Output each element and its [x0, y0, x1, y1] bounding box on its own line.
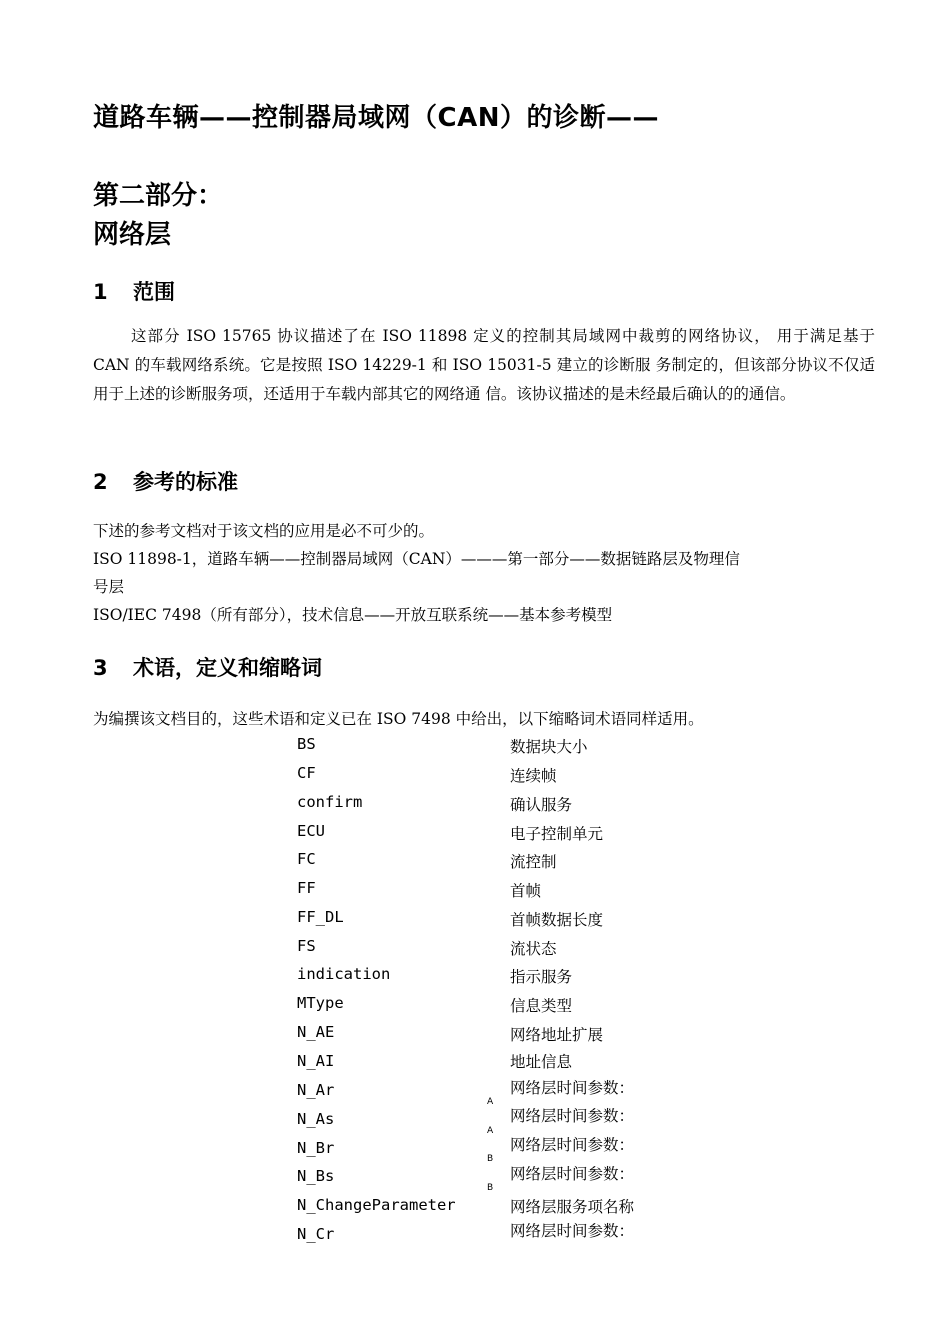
terms-intro: 为编撰该文档目的，这些术语和定义已在 ISO 7498 中给出，以下缩略词术语同样适用。 [93, 710, 704, 728]
abbreviation-definition: 网络地址扩展 [510, 1026, 604, 1044]
abbreviation-definition: 流控制 [510, 853, 557, 871]
section-heading-references [93, 466, 238, 496]
section-title: 范围 [133, 280, 175, 304]
scope-paragraph: 这部分 ISO 15765 协议描述了在 ISO 11898 定义的控制其局域网中裁剪的网络协议， 用于满足基于 CAN 的车载网络系统。它是按照 ISO 14229-1 和 ISO 15031-5 建立的诊断服 务制定的，但该部分协议不仅适用于上述的诊断服务项，还适用于车载内部其它的网络通 信。该协议描述的是未经最后确认的的通信。 [93, 327, 875, 403]
clipped-glyph: B [487, 1183, 494, 1193]
section-number: 1 [93, 280, 108, 304]
abbreviation-definition: 信息类型 [510, 997, 573, 1015]
abbreviation-definition: 连续帧 [510, 767, 557, 785]
abbreviation-term: N_Bs [297, 1167, 335, 1185]
abbreviation-definition: 网络层时间参数： [510, 1079, 635, 1097]
abbreviation-definition: 网络层服务项名称 [510, 1198, 635, 1216]
abbreviation-term: FF_DL [297, 908, 344, 926]
abbreviation-term: N_AI [297, 1052, 335, 1070]
abbreviation-term: N_Ar [297, 1081, 335, 1099]
abbreviation-term: indication [297, 965, 391, 983]
reference-item-continued: 号层 [93, 578, 125, 596]
section-heading-scope [93, 276, 175, 306]
abbreviation-term: MType [297, 994, 344, 1012]
abbreviation-term: BS [297, 735, 316, 753]
abbreviation-term: N_As [297, 1110, 335, 1128]
abbreviation-definition: 地址信息 [510, 1053, 573, 1071]
section-title: 参考的标准 [133, 470, 238, 494]
abbreviation-definition: 确认服务 [510, 796, 573, 814]
reference-item: ISO 11898-1，道路车辆——控制器局域网（CAN）———第一部分——数据链路层及物理信 [93, 550, 740, 568]
abbreviation-definition: 指示服务 [510, 968, 573, 986]
abbreviation-term: N_ChangeParameter [297, 1196, 456, 1214]
abbreviation-definition: 网络层时间参数： [510, 1222, 635, 1240]
abbreviation-term: FS [297, 937, 316, 955]
abbreviation-definition: 首帧数据长度 [510, 911, 604, 929]
clipped-glyph: A [487, 1097, 494, 1107]
abbreviation-term: N_Cr [297, 1225, 335, 1243]
abbreviation-term: FC [297, 850, 316, 868]
reference-item: ISO/IEC 7498（所有部分），技术信息——开放互联系统——基本参考模型 [93, 606, 613, 624]
abbreviation-term: FF [297, 879, 316, 897]
abbreviation-definition: 网络层时间参数： [510, 1107, 635, 1125]
section-number: 3 [93, 656, 108, 680]
abbreviation-term: ECU [297, 822, 325, 840]
clipped-glyph: B [487, 1154, 494, 1164]
abbreviation-definition: 网络层时间参数： [510, 1165, 635, 1183]
part-subheading: 网络层 [93, 220, 172, 250]
abbreviation-definition: 流状态 [510, 940, 557, 958]
abbreviation-term: N_AE [297, 1023, 335, 1041]
references-intro: 下述的参考文档对于该文档的应用是必不可少的。 [93, 522, 435, 540]
document-title: 道路车辆——控制器局域网（CAN）的诊断—— [93, 103, 659, 133]
abbreviation-term: confirm [297, 793, 363, 811]
part-heading: 第二部分： [93, 181, 224, 211]
abbreviation-definition: 首帧 [510, 882, 542, 900]
abbreviation-definition: 电子控制单元 [510, 825, 604, 843]
abbreviation-definition: 数据块大小 [510, 738, 588, 756]
abbreviation-term: N_Br [297, 1139, 335, 1157]
section-title: 术语，定义和缩略词 [133, 656, 322, 680]
section-heading-terms [93, 652, 322, 682]
clipped-glyph: A [487, 1126, 494, 1136]
section-number: 2 [93, 470, 108, 494]
abbreviation-definition: 网络层时间参数： [510, 1136, 635, 1154]
abbreviation-term: CF [297, 764, 316, 782]
